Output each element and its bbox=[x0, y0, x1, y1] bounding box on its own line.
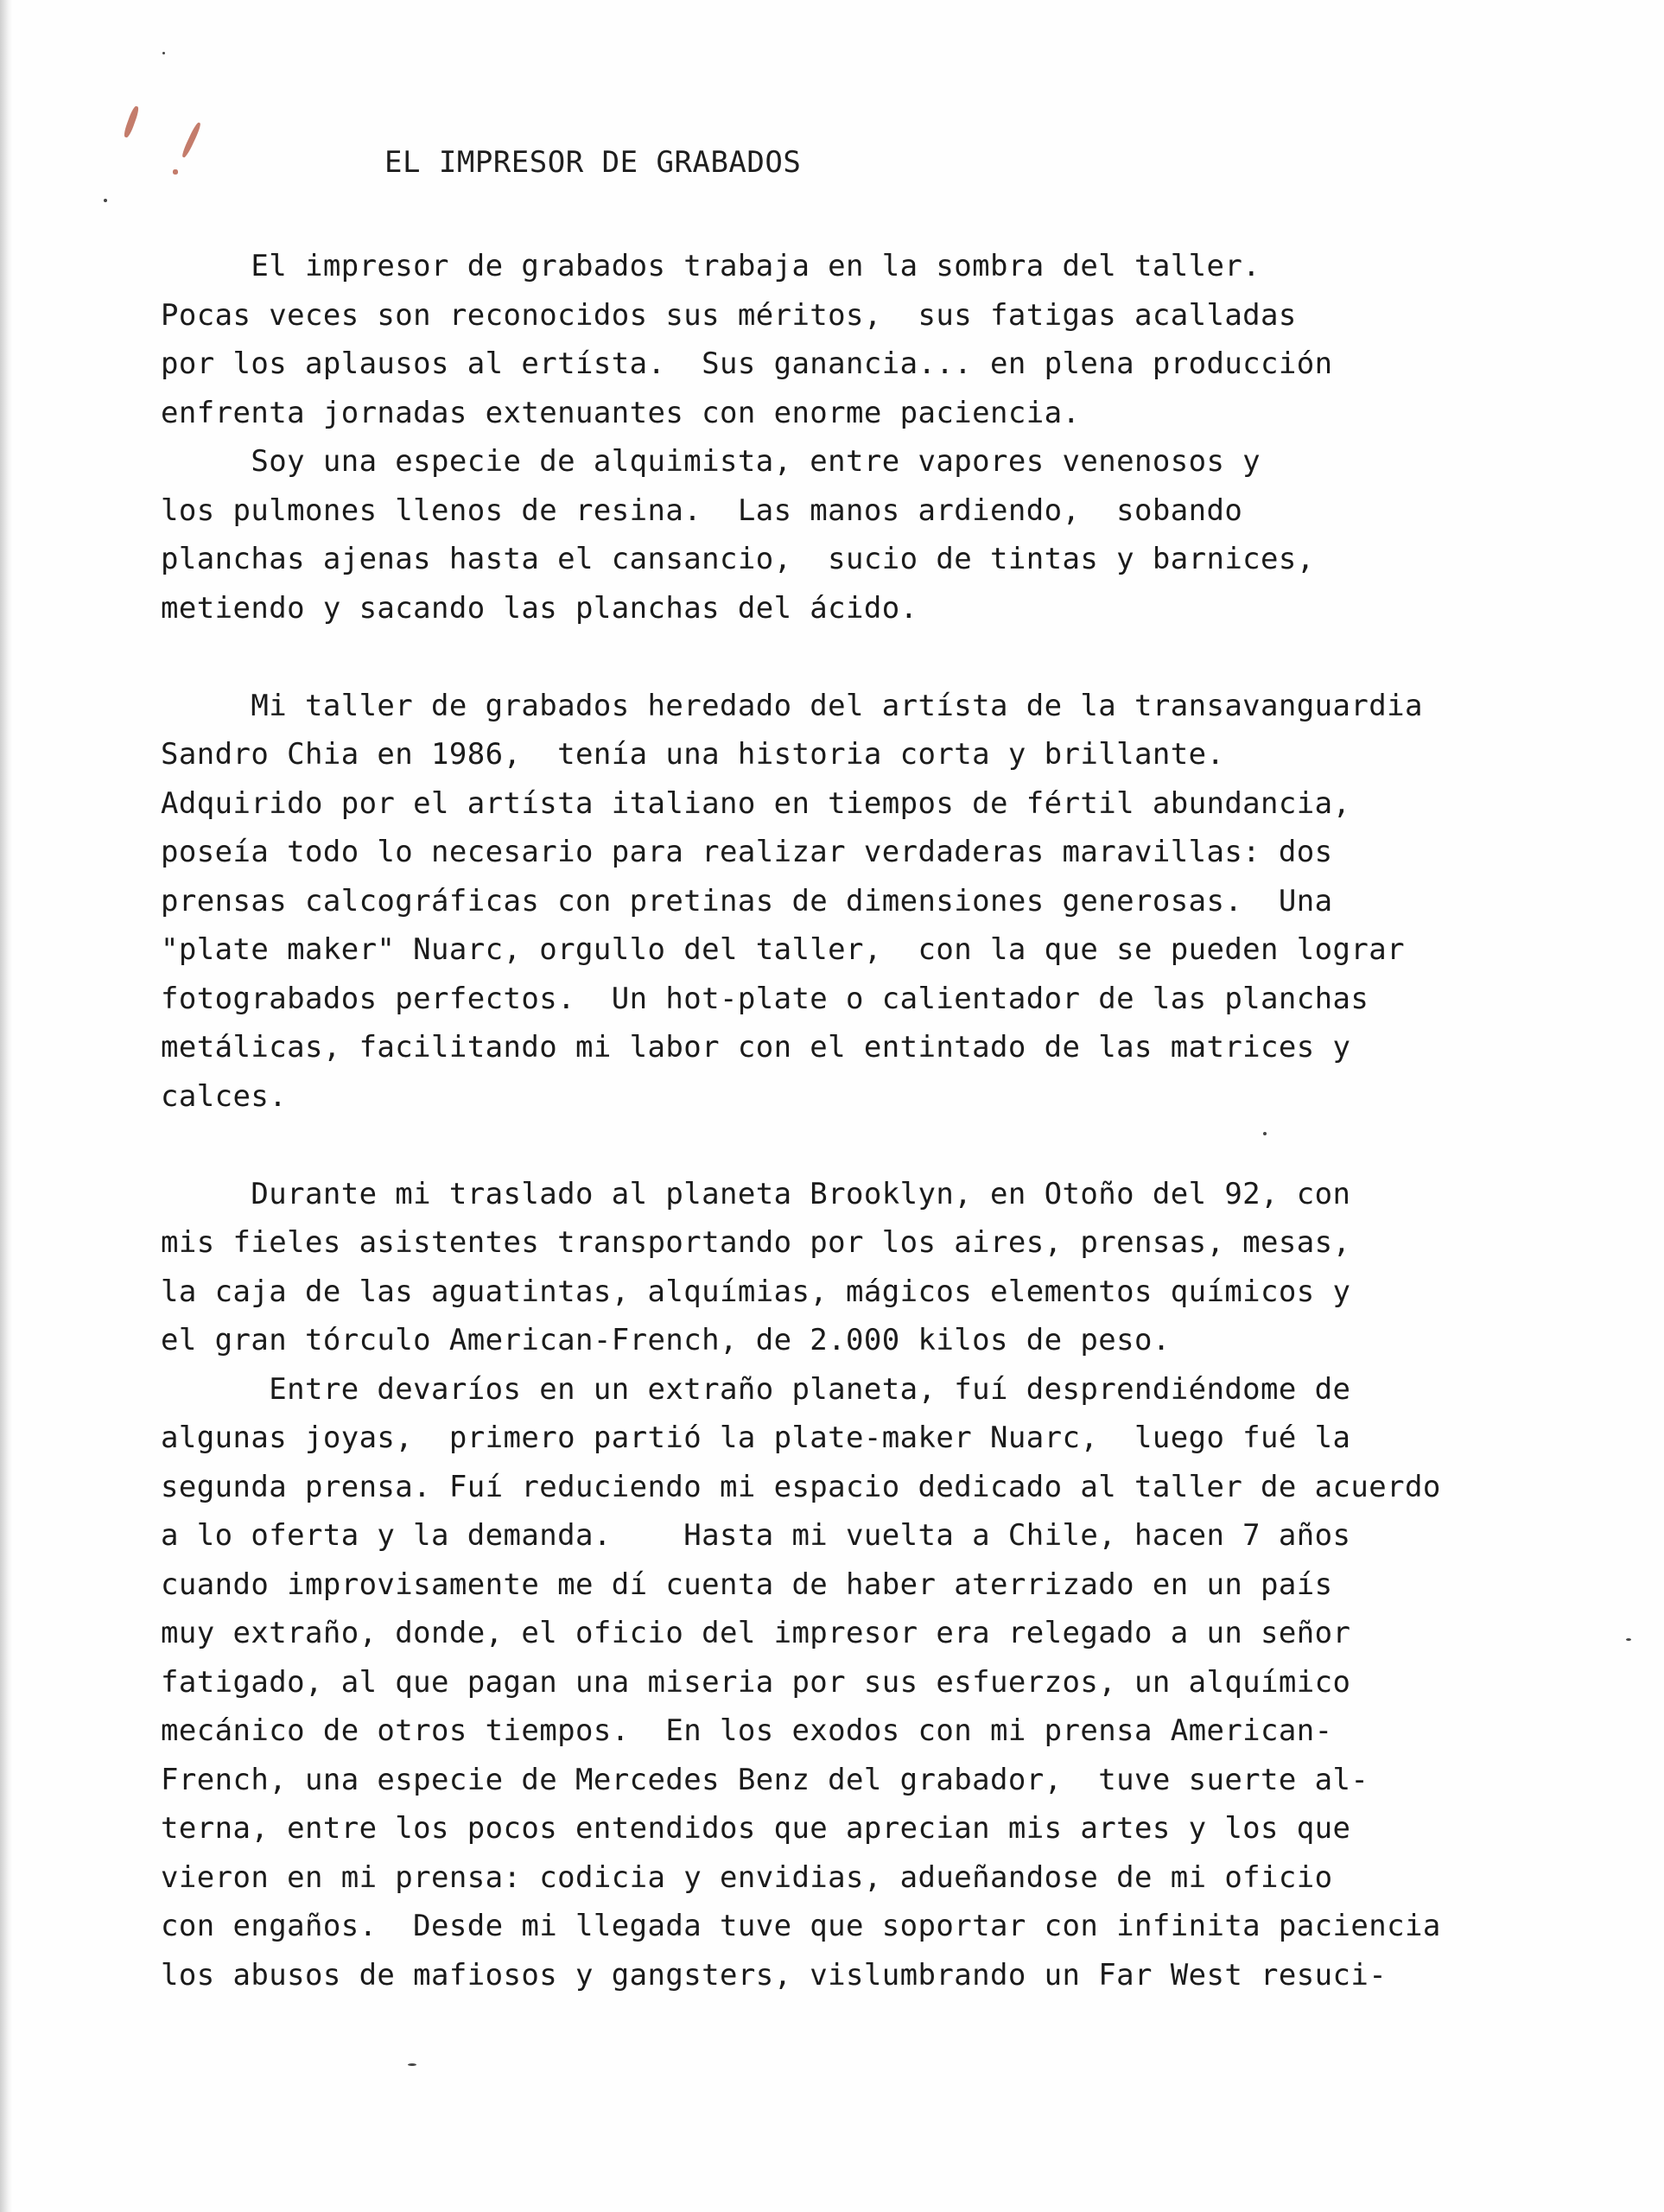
rust-stain bbox=[181, 122, 202, 159]
text-line: el gran tórculo American-French, de 2.000 kilos de peso. bbox=[161, 1323, 1171, 1357]
text-line: metálicas, facilitando mi labor con el entintado de las matrices y bbox=[161, 1030, 1351, 1065]
document-body bbox=[161, 242, 1629, 1999]
ink-speck bbox=[162, 52, 165, 54]
text-line: terna, entre los pocos entendidos que aprecian mis artes y los que bbox=[161, 1811, 1351, 1846]
text-line: con engaños. Desde mi llegada tuve que soportar con infinita paciencia bbox=[161, 1909, 1441, 1943]
text-line: Pocas veces son reconocidos sus méritos, sus fatigas acalladas bbox=[161, 297, 1297, 333]
text-line: los pulmones llenos de resina. Las manos ardiendo, sobando bbox=[161, 493, 1243, 528]
text-line: metiendo y sacando las planchas del ácido. bbox=[161, 590, 918, 626]
text-line: vieron en mi prensa: codicia y envidias, adueñandose de mi oficio bbox=[161, 1859, 1333, 1895]
text-line: calces. bbox=[161, 1078, 288, 1114]
text-line: Entre devaríos en un extraño planeta, fuí desprendiéndome de bbox=[161, 1371, 1351, 1407]
rust-stain bbox=[123, 105, 141, 138]
text-line: algunas joyas, primero partió la plate-maker Nuarc, luego fué la bbox=[161, 1421, 1351, 1455]
page-edge-shadow bbox=[0, 0, 12, 2212]
text-line: "plate maker" Nuarc, orgullo del taller, con la que se pueden lograr bbox=[161, 932, 1406, 967]
text-line: Sandro Chia en 1986, tenía una historia corta y brillante. bbox=[161, 737, 1225, 772]
paragraph-gap bbox=[161, 632, 1629, 682]
ink-speck bbox=[104, 199, 107, 202]
text-line: mecánico de otros tiempos. En los exodos con mi prensa American- bbox=[161, 1713, 1333, 1748]
text-line: enfrenta jornadas extenuantes con enorme paciencia. bbox=[161, 395, 1081, 430]
text-line: fotograbados perfectos. Un hot-plate o calientador de las planchas bbox=[161, 981, 1369, 1016]
text-line: los abusos de mafiosos y gangsters, vislumbrando un Far West resuci- bbox=[161, 1957, 1388, 1993]
text-line: Mi taller de grabados heredado del artísta de la transavanguardia bbox=[161, 688, 1423, 723]
document-title: EL IMPRESOR DE GRABADOS bbox=[384, 145, 802, 180]
text-line: mis fieles asistentes transportando por los aires, prensas, mesas, bbox=[161, 1225, 1351, 1260]
text-line: prensas calcográficas con pretinas de dimensiones generosas. Una bbox=[161, 883, 1333, 918]
text-line: Soy una especie de alquimista, entre vapores venenosos y bbox=[161, 444, 1261, 479]
text-line: la caja de las aguatintas, alquímias, mágicos elementos químicos y bbox=[161, 1274, 1351, 1309]
text-line: segunda prensa. Fuí reduciendo mi espacio dedicado al taller de acuerdo bbox=[161, 1469, 1441, 1504]
text-line: por los aplausos al ertísta. Sus ganancia... en plena producción bbox=[161, 346, 1333, 381]
text-line: cuando improvisamente me dí cuenta de haber aterrizado en un país bbox=[161, 1567, 1333, 1602]
text-line: Adquirido por el artísta italiano en tiempos de fértil abundancia, bbox=[161, 785, 1351, 821]
ink-speck bbox=[408, 2063, 416, 2066]
paragraph-gap bbox=[161, 1121, 1629, 1170]
text-line: Durante mi traslado al planeta Brooklyn, en Otoño del 92, con bbox=[161, 1176, 1351, 1211]
text-line: poseía todo lo necesario para realizar verdaderas maravillas: dos bbox=[161, 835, 1333, 869]
text-line: El impresor de grabados trabaja en la sombra del taller. bbox=[161, 249, 1261, 283]
text-line: muy extraño, donde, el oficio del impresor era relegado a un señor bbox=[161, 1616, 1351, 1650]
text-line: planchas ajenas hasta el cansancio, sucio de tintas y barnices, bbox=[161, 542, 1315, 576]
text-line: a lo oferta y la demanda. Hasta mi vuelta a Chile, hacen 7 años bbox=[161, 1518, 1351, 1553]
text-line: fatigado, al que pagan una miseria por sus esfuerzos, un alquímico bbox=[161, 1664, 1351, 1700]
rust-stain bbox=[173, 169, 178, 175]
text-line: French, una especie de Mercedes Benz del grabador, tuve suerte al- bbox=[161, 1762, 1369, 1797]
